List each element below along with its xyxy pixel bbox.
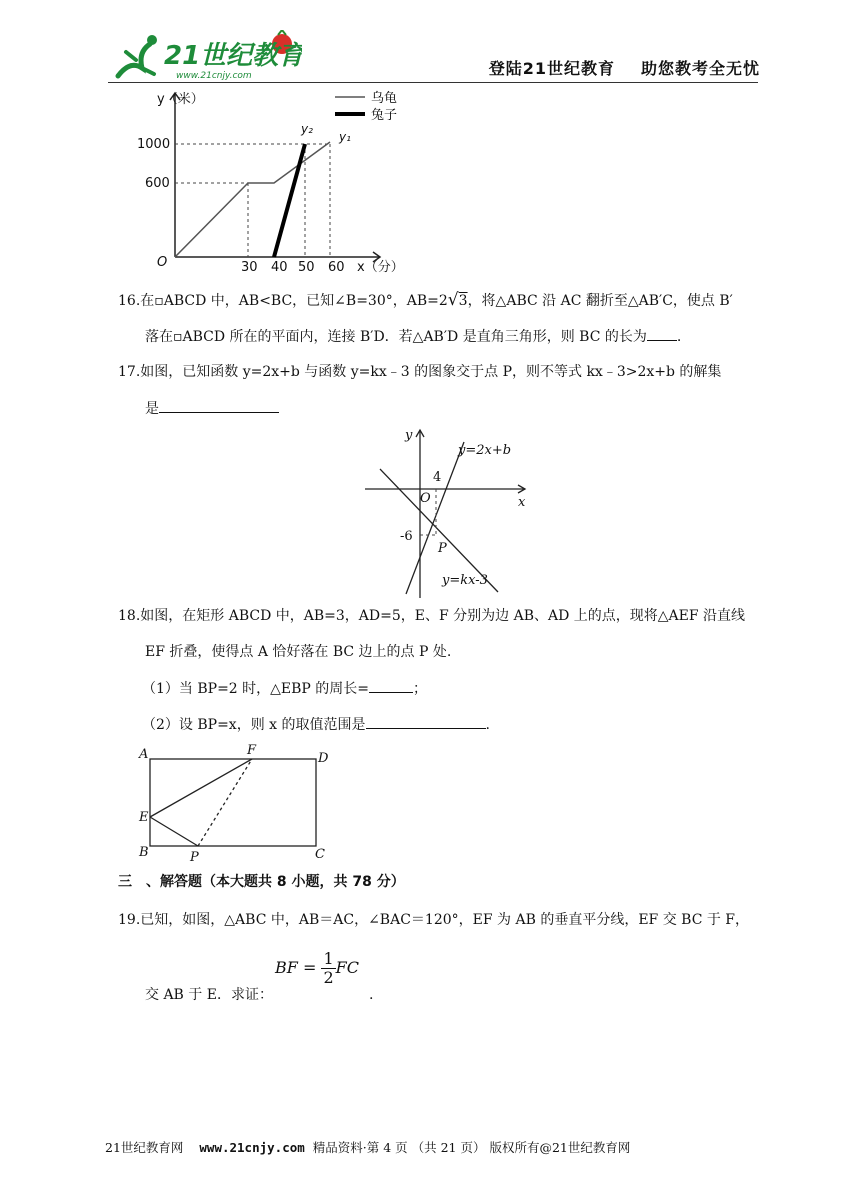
question-19-line-1: 19.已知，如图，△ABC 中，AB＝AC，∠BAC＝120°，EF 为 AB 的垂直平分线，EF 交 BC 于 F， — [118, 912, 750, 928]
section-3-title: 三 、解答题（本大题共 8 小题，共 78 分） — [118, 874, 405, 890]
question-18-line-2: EF 折叠，使得点 A 恰好落在 BC 边上的点 P 处. — [145, 644, 452, 660]
legend-tortoise: 乌龟 — [371, 91, 398, 106]
graph-top-ytick-600: 600 — [145, 176, 170, 191]
logo-url: www.21cnjy.com — [176, 71, 252, 81]
question-18-part-2: （2）设 BP=x，则 x 的取值范围是 . — [142, 714, 490, 735]
header-slogan — [430, 56, 760, 79]
rect-label-a: A — [139, 747, 149, 762]
graph-mid-y: y — [405, 428, 413, 443]
graph-top-ylabel: y（米） — [157, 92, 204, 107]
graph-top-xtick-40: 40 — [271, 260, 288, 275]
graph-mid-line-a: y=2x+b — [458, 443, 512, 458]
question-16-line-1: 16.在▫ABCD 中，AB<BC，已知∠B=30°，AB=2√3，将△ABC 沿 AC 翻折至△AB′C，使点 B′ — [118, 290, 733, 310]
graph-mid-origin: O — [420, 491, 431, 506]
graph-top-xtick-60: 60 — [328, 260, 345, 275]
rect-label-p: P — [190, 850, 199, 865]
eq-left: BF = — [275, 958, 317, 977]
eq-right: FC — [335, 958, 359, 977]
graph-top-ytick-1000: 1000 — [137, 137, 171, 152]
graph-top-y2-label: y₂ — [301, 122, 313, 136]
graph-mid-point-p: P — [438, 541, 447, 556]
answer-blank-18-1[interactable] — [369, 678, 413, 693]
legend-rabbit: 兔子 — [371, 108, 398, 123]
rect-label-c: C — [315, 847, 325, 862]
question-18-part-1: （1）当 BP=2 时，△EBP 的周长= ； — [142, 678, 427, 699]
graph-mid-neg6: -6 — [400, 529, 413, 544]
answer-blank-18-2[interactable] — [366, 714, 486, 729]
sqrt-value: 3 — [458, 293, 468, 309]
header-divider — [108, 82, 758, 83]
answer-blank-17[interactable] — [159, 398, 279, 413]
footer-site-link[interactable]: www.21cnjy.com — [199, 1140, 305, 1155]
slogan-right: 助您教考全无忧 — [640, 59, 760, 78]
rect-label-b: B — [139, 845, 149, 860]
question-17-line-1: 17.如图，已知函数 y=2x+b 与函数 y=kx﹣3 的图象交于点 P，则不等式 kx﹣3>2x+b 的解集 — [118, 364, 722, 380]
rectangle-fold-figure — [135, 744, 335, 868]
eq-denominator: 2 — [323, 968, 334, 987]
graph-top-xtick-30: 30 — [241, 260, 258, 275]
rect-label-d: D — [318, 751, 329, 766]
question-19-end: . — [369, 987, 374, 1003]
tortoise-rabbit-graph — [135, 85, 410, 275]
slogan-left: 登陆21世纪教育 — [488, 59, 615, 78]
rect-label-f: F — [247, 744, 257, 758]
graph-top-xlabel: x（分） — [357, 260, 404, 275]
footer-rest: 精品资料·第 4 页 （共 21 页） 版权所有@21世纪教育网 — [312, 1140, 631, 1155]
linear-functions-graph — [360, 424, 535, 600]
site-logo — [112, 30, 302, 84]
question-16-line-2: 落在▫ABCD 所在的平面内，连接 B′D．若△AB′D 是直角三角形，则 BC 的长为 . — [145, 326, 681, 347]
question-18-line-1: 18.如图，在矩形 ABCD 中，AB=3，AD=5，E、F 分别为边 AB、AD 上的点，现将△AEF 沿直线 — [118, 608, 746, 624]
graph-mid-x: x — [518, 495, 526, 510]
question-19-line-2-lead: 交 AB 于 E．求证： — [145, 987, 273, 1003]
graph-top-xtick-50: 50 — [298, 260, 315, 275]
question-17-line-2: 是 — [145, 398, 279, 419]
answer-blank-16[interactable] — [647, 326, 677, 341]
footer-left: 21世纪教育网 — [105, 1140, 184, 1155]
eq-numerator: 1 — [323, 949, 334, 968]
proof-equation — [275, 950, 359, 987]
graph-mid-4: 4 — [433, 470, 442, 485]
graph-mid-line-b: y=kx-3 — [442, 573, 488, 588]
page-footer — [105, 1138, 755, 1156]
logo-text: 21世纪教育 — [164, 41, 302, 71]
graph-top-origin: O — [157, 255, 168, 270]
graph-top-y1-label: y₁ — [339, 130, 351, 144]
rect-label-e: E — [139, 810, 149, 825]
eq-fraction — [321, 950, 335, 987]
